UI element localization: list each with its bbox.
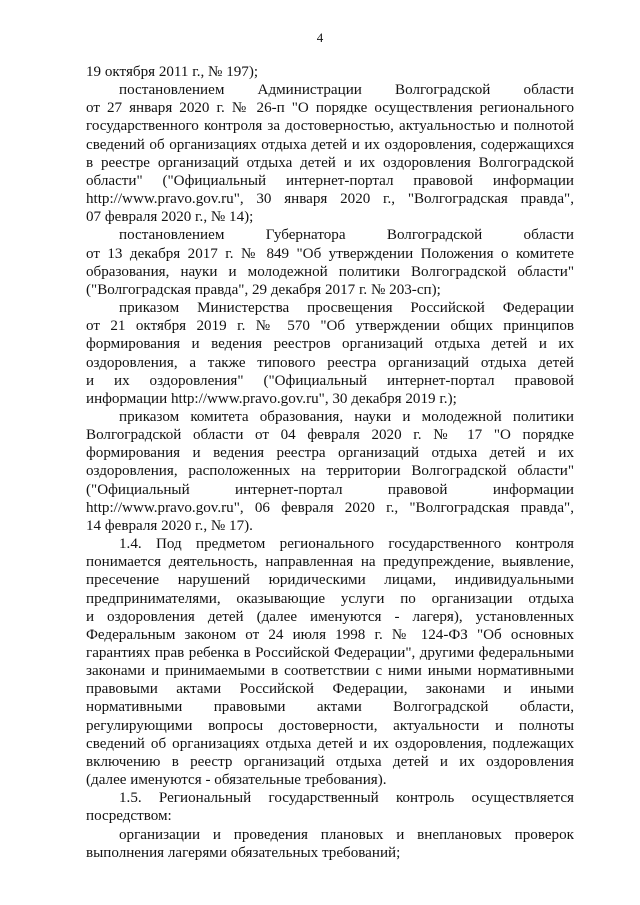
paragraph [86, 81, 574, 226]
paragraph [86, 535, 574, 789]
text-line: включению в реестр организаций отдыха детей и их оздоровления [86, 753, 574, 770]
text-line: организации и проведения плановых и внеплановых проверок [119, 826, 574, 843]
text-line: http://www.pravo.gov.ru", 30 января 2020 г., "Волгоградская правда", [86, 191, 574, 208]
text-line: от 27 января 2020 г. № 26-п "О порядке осуществления регионального [86, 100, 574, 117]
text-line: образования, науки и молодежной политики Волгоградской области" [86, 263, 574, 280]
text-line: сведений об организациях отдыха детей и их оздоровления, содержащихся [86, 136, 574, 153]
text-line: ("Официальный интернет-портал правовой информации [86, 481, 574, 498]
text-line: гарантиях прав ребенка в Российской Федерации", другими федеральными [86, 645, 574, 661]
text-line: оздоровления, расположенных на территории Волгоградской области" [86, 463, 574, 480]
text-line: и оздоровления детей (далее именуются - лагеря), установленных [86, 608, 574, 625]
text-line: нормативными правовыми актами Волгоградской области, [86, 699, 574, 716]
text-line: законами и принимаемыми в соответствии с ними иными нормативными [86, 663, 574, 680]
text-line: информации http://www.pravo.gov.ru", 30 декабря 2019 г.); [86, 390, 457, 407]
text-line: http://www.pravo.gov.ru", 06 февраля 2020 г., "Волгоградская правда", [86, 499, 574, 516]
text-line: от 21 октября 2019 г. № 570 "Об утверждении общих принципов [86, 318, 574, 335]
text-line: приказом Министерства просвещения Российской Федерации [119, 300, 574, 317]
text-line: в реестре организаций отдыха детей и их оздоровления Волгоградской [86, 154, 574, 171]
text-line: 14 февраля 2020 г., № 17). [86, 517, 253, 534]
paragraph [86, 299, 574, 408]
text-line: ("Волгоградская правда", 29 декабря 2017 г. № 203-сп); [86, 281, 441, 298]
text-line: 1.4. Под предметом регионального государственного контроля [119, 536, 574, 553]
text-line: пресечение нарушений юридическими лицами, индивидуальными [86, 572, 574, 589]
text-line: предпринимателями, оказывающие услуги по организации отдыха [86, 590, 574, 607]
text-line: (далее именуются - обязательные требования). [86, 772, 387, 789]
text-line: постановлением Губернатора Волгоградской области [119, 227, 574, 244]
text-line: понимается деятельность, направленная на предупреждение, выявление, [86, 554, 574, 571]
paragraph [86, 63, 574, 81]
text-line: Федеральным законом от 24 июля 1998 г. № 124-ФЗ "Об основных [86, 626, 574, 643]
text-line: и их оздоровления" ("Официальный интернет-портал правовой [86, 372, 574, 389]
text-line: правовыми актами Российской Федерации, законами и иными [86, 681, 574, 698]
text-line: регулирующими вопросы достоверности, актуальности и полноты [86, 717, 574, 734]
text-line: 07 февраля 2020 г., № 14); [86, 209, 254, 226]
text-line: 1.5. Региональный государственный контроль осуществляется [119, 790, 574, 807]
page-number: 4 [316, 30, 324, 45]
text-line: приказом комитета образования, науки и молодежной политики [119, 408, 574, 425]
text-line: области" ("Официальный интернет-портал правовой информации [86, 172, 574, 189]
text-line: сведений об организациях отдыха детей и их оздоровления, подлежащих [86, 735, 574, 752]
text-line: постановлением Администрации Волгоградской области [119, 82, 574, 99]
text-line: 19 октября 2011 г., № 197); [86, 64, 259, 80]
paragraph [86, 826, 574, 862]
text-line: формирования и ведения реестров организаций отдыха детей и их [86, 336, 574, 353]
text-line: формирования и ведения реестра организаций отдыха детей и их [86, 445, 574, 462]
paragraph [86, 408, 574, 535]
text-line: от 13 декабря 2017 г. № 849 "Об утверждении Положения о комитете [86, 245, 574, 262]
paragraph [86, 226, 574, 299]
text-line: посредством: [86, 808, 172, 825]
document-body [86, 63, 574, 862]
text-line: государственного контроля за достоверностью, актуальностью и полнотой [86, 118, 574, 135]
text-line: оздоровления, а также типового реестра организаций отдыха детей [86, 354, 574, 371]
text-line: выполнения лагерями обязательных требований; [86, 844, 401, 861]
paragraph [86, 789, 574, 825]
text-line: Волгоградской области от 04 февраля 2020 г. № 17 "О порядке [86, 427, 574, 444]
